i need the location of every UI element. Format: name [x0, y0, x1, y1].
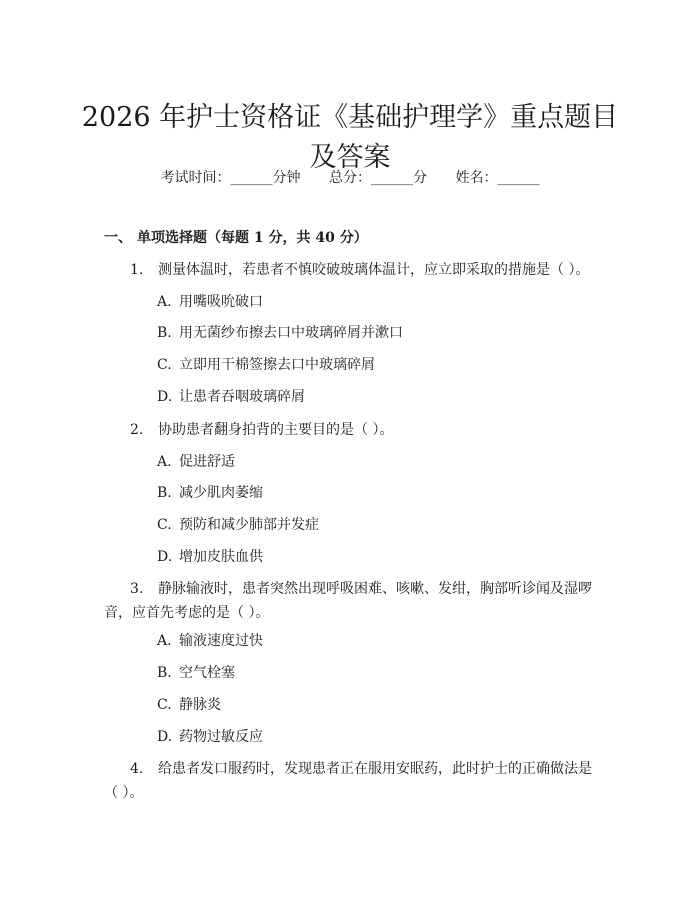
question-3-option-b — [157, 661, 235, 685]
exam-info — [0, 166, 700, 190]
exam-title-line-1: 2026 年护士资格证《基础护理学》重点题目 — [81, 102, 619, 134]
question-text: 协助患者翻身拍背的主要目的是（ ）。 — [158, 422, 394, 438]
option-letter: D. — [157, 549, 173, 565]
option-letter: C. — [157, 697, 172, 713]
question-2-option-c — [157, 513, 319, 537]
question-text: 给患者发口服药时，发现患者正在服用安眠药，此时护士的正确做法是（ ）。 — [104, 761, 592, 801]
option-letter: B. — [157, 325, 172, 341]
question-text: 静脉输液时，患者突然出现呼吸困难、咳嗽、发绀，胸部听诊闻及湿啰音，应首先考虑的是（ ）。 — [104, 581, 592, 621]
question-3-option-d — [157, 725, 263, 749]
option-letter: B. — [157, 485, 172, 501]
option-text: 用嘴吸吮破口 — [179, 294, 263, 310]
option-letter: A. — [157, 454, 172, 470]
option-text: 预防和减少肺部并发症 — [179, 517, 319, 533]
exam-title-line-2: 及答案 — [309, 142, 391, 174]
option-text: 空气栓塞 — [179, 665, 235, 681]
question-3-option-a — [157, 629, 263, 653]
option-letter: B. — [157, 665, 172, 681]
question-1-option-b — [157, 321, 403, 345]
option-text: 增加皮肤血供 — [179, 549, 263, 565]
option-text: 用无菌纱布擦去口中玻璃碎屑并漱口 — [179, 325, 403, 341]
option-text: 促进舒适 — [179, 454, 235, 470]
option-text: 静脉炎 — [179, 697, 221, 713]
exam-total-score: 总分：______分 — [329, 170, 427, 186]
question-2-option-a — [157, 450, 235, 474]
question-3 — [104, 577, 594, 625]
question-1-option-d — [157, 385, 305, 409]
option-text: 让患者吞咽玻璃碎屑 — [179, 389, 305, 405]
question-number: 4. — [130, 761, 144, 777]
option-letter: C. — [157, 357, 172, 373]
question-number: 3. — [130, 581, 144, 597]
option-letter: D. — [157, 729, 173, 745]
question-3-option-c — [157, 693, 221, 717]
option-text: 立即用干棉签擦去口中玻璃碎屑 — [179, 357, 375, 373]
exam-time: 考试时间：______分钟 — [160, 170, 301, 186]
question-number: 2. — [130, 422, 144, 438]
option-letter: C. — [157, 517, 172, 533]
question-4 — [104, 757, 594, 805]
option-text: 减少肌肉萎缩 — [179, 485, 263, 501]
question-1 — [104, 258, 594, 282]
section-heading — [104, 226, 368, 250]
option-text: 输液速度过快 — [179, 633, 263, 649]
question-2-option-b — [157, 481, 263, 505]
question-1-option-c — [157, 353, 375, 377]
question-number: 1. — [130, 262, 144, 278]
question-2-option-d — [157, 545, 263, 569]
section-title: 单项选择题（每题 1 分，共 40 分） — [137, 230, 368, 246]
option-letter: A. — [157, 294, 172, 310]
option-text: 药物过敏反应 — [179, 729, 263, 745]
option-letter: D. — [157, 389, 173, 405]
option-letter: A. — [157, 633, 172, 649]
section-number: 一、 — [104, 230, 132, 246]
question-1-option-a — [157, 290, 263, 314]
examinee-name: 姓名：______ — [455, 170, 540, 186]
question-2 — [104, 418, 594, 442]
question-text: 测量体温时，若患者不慎咬破玻璃体温计，应立即采取的措施是（ ）。 — [158, 262, 590, 278]
